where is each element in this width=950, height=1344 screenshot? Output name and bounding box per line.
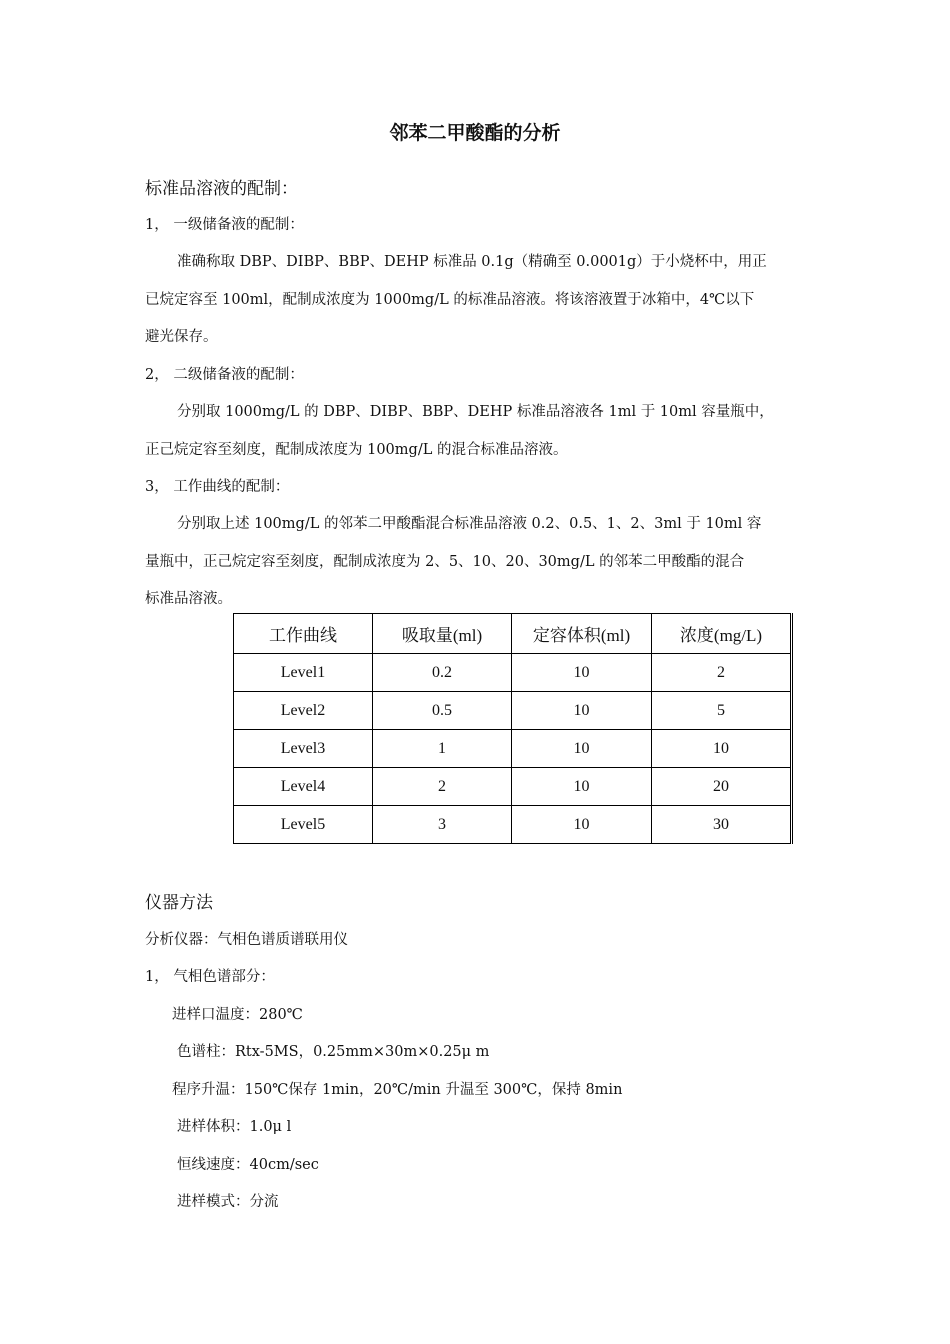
step1-line: 准确称取 DBP、DIBP、BBP、DEHP 标准品 0.1g（精确至 0.0001g）于小烧杯中，用正 [177, 254, 767, 270]
table-cell: 3 [373, 806, 512, 844]
table-header-row [234, 614, 791, 654]
gc-param: 恒线速度：40cm/sec [177, 1157, 319, 1173]
step2-line: 正己烷定容至刻度，配制成浓度为 100mg/L 的混合标准品溶液。 [145, 442, 568, 458]
calibration-table [233, 613, 791, 844]
gc-param: 进样模式：分流 [177, 1194, 279, 1210]
step3-line: 分别取上述 100mg/L 的邻苯二甲酸酯混合标准品溶液 0.2、0.5、1、2、3ml 于 10ml 容 [177, 516, 762, 532]
step1-heading: 1， 一级储备液的配制： [145, 217, 304, 233]
gc-param: 程序升温：150℃保存 1min，20℃/min 升温至 300℃，保持 8min [172, 1082, 623, 1098]
step2-heading: 2， 二级储备液的配制： [145, 367, 304, 383]
step3-heading: 3， 工作曲线的配制： [145, 479, 290, 495]
table-cell: 10 [512, 730, 652, 768]
page-title: 邻苯二甲酸酯的分析 [389, 122, 561, 144]
table-cell: Level3 [234, 730, 373, 768]
table-right-border-double [792, 613, 793, 844]
table-cell: 0.2 [373, 654, 512, 692]
section-heading-standards: 标准品溶液的配制： [145, 179, 298, 199]
gc-param: 进样体积：1.0μ l [177, 1119, 292, 1135]
gc-param: 色谱柱：Rtx-5MS，0.25mm×30m×0.25μ m [177, 1044, 490, 1060]
table-cell: Level1 [234, 654, 373, 692]
table-header: 浓度(mg/L) [652, 614, 791, 654]
table-cell: 2 [652, 654, 791, 692]
table-cell: 10 [512, 768, 652, 806]
table-cell: 10 [512, 692, 652, 730]
table-row [234, 730, 791, 768]
step1-line: 已烷定容至 100ml，配制成浓度为 1000mg/L 的标准品溶液。将该溶液置于冰箱中，4℃以下 [145, 292, 755, 308]
table-row [234, 806, 791, 844]
table-row [234, 692, 791, 730]
step2-line: 分别取 1000mg/L 的 DBP、DIBP、BBP、DEHP 标准品溶液各 1ml 于 10ml 容量瓶中， [177, 404, 774, 420]
table-header: 吸取量(ml) [373, 614, 512, 654]
table-header: 定容体积(ml) [512, 614, 652, 654]
table-cell: Level5 [234, 806, 373, 844]
gc-heading: 1， 气相色谱部分： [145, 969, 275, 985]
table-header: 工作曲线 [234, 614, 373, 654]
section-heading-instrument: 仪器方法 [145, 893, 213, 913]
step3-line: 量瓶中，正己烷定容至刻度，配制成浓度为 2、5、10、20、30mg/L 的邻苯二甲酸酯的混合 [145, 554, 745, 570]
step1-line: 避光保存。 [145, 329, 218, 345]
table-cell: 0.5 [373, 692, 512, 730]
table-cell: 10 [512, 654, 652, 692]
table-cell: 5 [652, 692, 791, 730]
table-cell: Level4 [234, 768, 373, 806]
table-cell: 30 [652, 806, 791, 844]
table-cell: 20 [652, 768, 791, 806]
step3-line: 标准品溶液。 [145, 591, 232, 607]
table-cell: 10 [652, 730, 791, 768]
table-row [234, 768, 791, 806]
table-cell: 10 [512, 806, 652, 844]
table-cell: Level2 [234, 692, 373, 730]
table-cell: 2 [373, 768, 512, 806]
instrument-line: 分析仪器：气相色谱质谱联用仪 [145, 932, 348, 948]
gc-param: 进样口温度：280℃ [172, 1007, 303, 1023]
table-cell: 1 [373, 730, 512, 768]
table-row [234, 654, 791, 692]
